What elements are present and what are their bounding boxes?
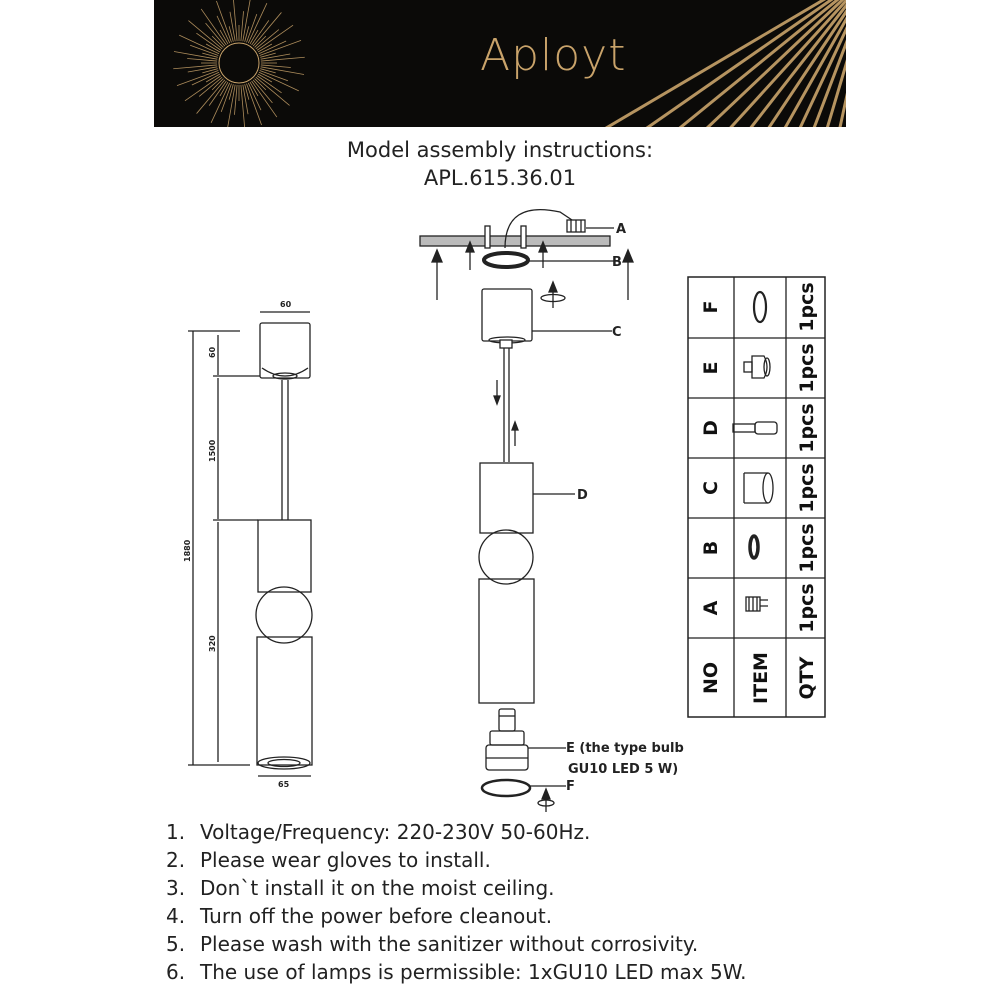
table-no-cell: E [700, 361, 722, 375]
dim-bottom-width: 65 [278, 780, 290, 789]
callout-c: C [612, 325, 622, 340]
note-item [166, 930, 747, 958]
dim-body: 320 [208, 635, 217, 652]
table-qty-cell: 1pcs [796, 463, 818, 513]
page-title: Model assembly instructions: [346, 138, 654, 162]
table-no-cell: C [700, 481, 722, 495]
callout-f: F [566, 779, 575, 794]
note-number: 1. [166, 820, 186, 844]
note-number: 2. [166, 848, 186, 872]
callout-a: A [616, 222, 627, 237]
callout-e-line2: GU10 LED 5 W) [568, 762, 679, 777]
callout-e-line1: E (the type bulb [566, 741, 684, 756]
exploded-view [420, 210, 633, 812]
table-qty-cell: 1pcs [796, 523, 818, 573]
safety-notes [166, 818, 747, 986]
header-banner [154, 0, 846, 127]
table-header-qty: QTY [796, 656, 818, 700]
note-text: The use of lamps is permissible: 1xGU10 LED max 5W. [200, 960, 747, 984]
bracket-ring-icon [750, 536, 758, 558]
note-item [166, 846, 747, 874]
note-text: Turn off the power before cleanout. [200, 904, 553, 928]
ring-icon [754, 292, 766, 322]
table-no-cell: D [700, 420, 722, 436]
table-no-cell: B [700, 540, 722, 556]
terminal-block-icon [746, 597, 768, 611]
table-qty-cell: 1pcs [796, 583, 818, 633]
assembly-drawing [0, 195, 1000, 815]
table-no-cell: F [700, 300, 722, 314]
table-header-item: ITEM [750, 652, 772, 704]
dim-total: 1880 [183, 539, 192, 562]
note-item [166, 874, 747, 902]
callout-b: B [612, 255, 622, 270]
canopy-cup-icon [744, 473, 773, 503]
model-number: APL.615.36.01 [423, 166, 577, 190]
note-text: Don`t install it on the moist ceiling. [200, 876, 555, 900]
note-text: Please wash with the sanitizer without corrosivity. [200, 932, 699, 956]
dimension-view [188, 312, 312, 776]
brand-logo: Aployt [480, 30, 627, 81]
note-text: Voltage/Frequency: 220-230V 50-60Hz. [200, 820, 591, 844]
note-item [166, 958, 747, 986]
note-number: 6. [166, 960, 186, 984]
dim-top-height: 60 [208, 346, 217, 358]
dim-cable: 1500 [208, 439, 217, 462]
table-header-no: NO [700, 661, 722, 695]
note-item [166, 902, 747, 930]
table-qty-cell: 1pcs [796, 403, 818, 453]
rod-icon [733, 422, 777, 434]
note-item [166, 818, 747, 846]
callout-d: D [577, 488, 588, 503]
table-qty-cell: 1pcs [796, 282, 818, 332]
lamp-socket-icon [744, 356, 770, 378]
note-text: Please wear gloves to install. [200, 848, 491, 872]
note-number: 5. [166, 932, 186, 956]
note-number: 4. [166, 904, 186, 928]
table-qty-cell: 1pcs [796, 343, 818, 393]
dim-top-width: 60 [280, 300, 292, 309]
note-number: 3. [166, 876, 186, 900]
table-no-cell: A [700, 600, 722, 616]
